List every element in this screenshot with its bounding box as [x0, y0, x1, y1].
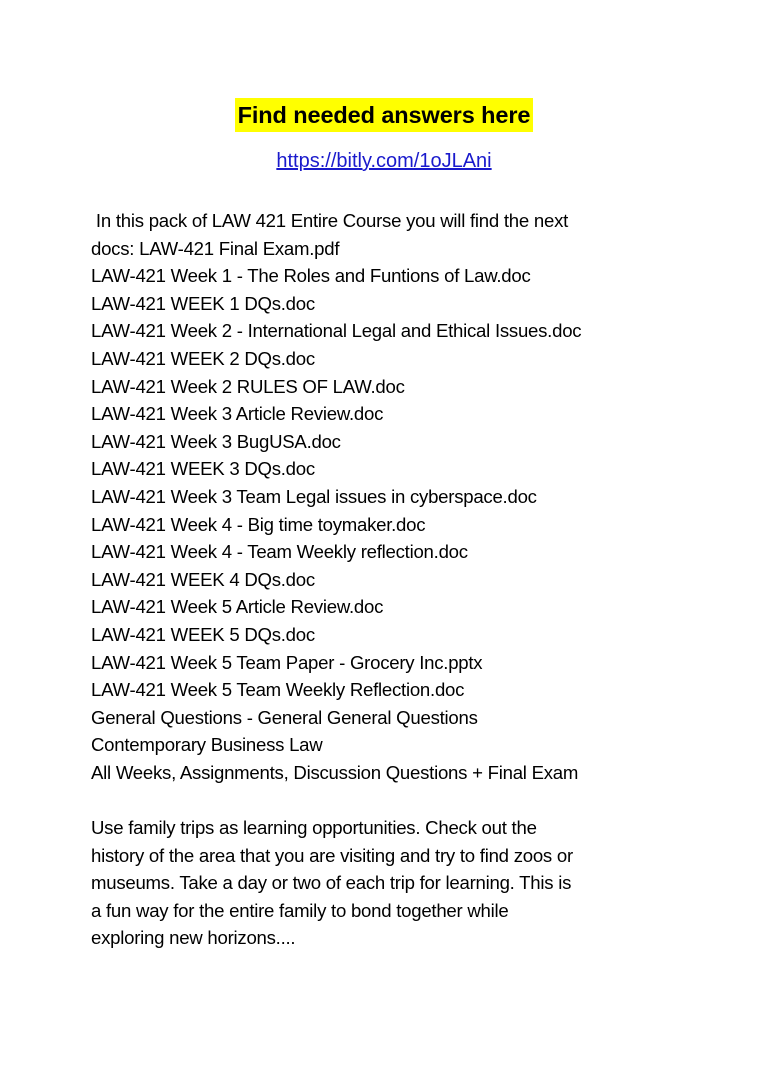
file-list-item: LAW-421 Week 4 - Team Weekly reflection.doc — [91, 541, 468, 563]
file-list-item: LAW-421 WEEK 4 DQs.doc — [91, 568, 315, 590]
file-list-item: Contemporary Business Law — [91, 734, 323, 756]
file-list-item: LAW-421 Week 3 BugUSA.doc — [91, 430, 341, 452]
closing-paragraph-line: museums. Take a day or two of each trip for learning. This is — [91, 872, 572, 894]
file-list-item: LAW-421 Week 2 RULES OF LAW.doc — [91, 375, 405, 397]
file-list-item: LAW-421 WEEK 5 DQs.doc — [91, 623, 315, 645]
page-title: Find needed answers here — [235, 98, 534, 132]
file-list-item: LAW-421 Week 2 - International Legal and Ethical Issues.doc — [91, 320, 582, 342]
closing-paragraph-line: a fun way for the entire family to bond together while — [91, 899, 509, 921]
file-list-item: LAW-421 Week 1 - The Roles and Funtions of Law.doc — [91, 265, 531, 287]
answers-link[interactable]: https://bitly.com/1oJLAni — [276, 150, 492, 172]
file-list-item: LAW-421 WEEK 2 DQs.doc — [91, 347, 315, 369]
file-list-item: LAW-421 WEEK 3 DQs.doc — [91, 458, 315, 480]
link-container — [0, 147, 768, 175]
file-list-item: LAW-421 Week 3 Article Review.doc — [91, 403, 384, 425]
file-list-item: General Questions - General General Questions — [91, 706, 478, 728]
file-list-item: LAW-421 Week 4 - Big time toymaker.doc — [91, 513, 426, 535]
intro-line: In this pack of LAW 421 Entire Course you will find the next — [91, 210, 569, 231]
closing-paragraph-line: Use family trips as learning opportunities. Check out the — [91, 817, 537, 839]
closing-paragraph-line: exploring new horizons.... — [91, 927, 296, 949]
heading-container — [0, 98, 768, 132]
paragraph-spacer — [91, 786, 691, 814]
file-list-item: All Weeks, Assignments, Discussion Questions + Final Exam — [91, 761, 579, 783]
file-list-item: LAW-421 Week 5 Team Weekly Reflection.doc — [91, 679, 465, 701]
file-list-item: LAW-421 Week 3 Team Legal issues in cyberspace.doc — [91, 485, 537, 507]
closing-paragraph-line: history of the area that you are visiting and try to find zoos or — [91, 844, 573, 866]
file-list-item: LAW-421 Week 5 Team Paper - Grocery Inc.pptx — [91, 651, 483, 673]
intro-line: docs: LAW-421 Final Exam.pdf — [91, 237, 340, 259]
file-list-item: LAW-421 Week 5 Article Review.doc — [91, 596, 384, 618]
file-list-item: LAW-421 WEEK 1 DQs.doc — [91, 292, 315, 314]
document-body — [91, 207, 691, 952]
